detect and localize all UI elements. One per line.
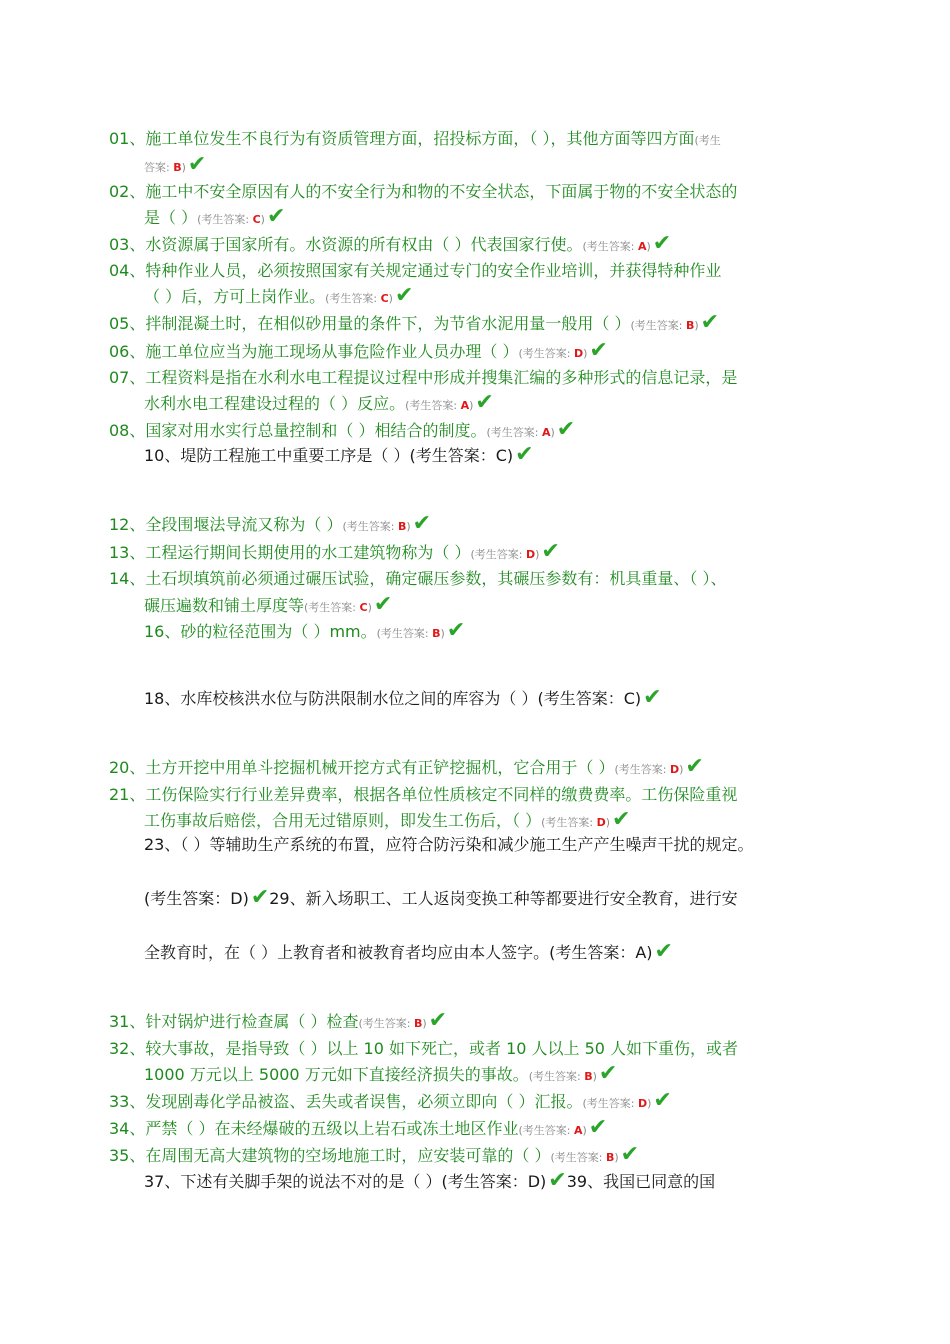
question-text: 34、严禁（ ）在未经爆破的五级以上岩石或冻土地区作业 — [109, 1119, 519, 1138]
question-line — [109, 233, 671, 258]
question-text: 是（ ） — [144, 208, 198, 227]
question-text: 13、工程运行期间长期使用的水工建筑物称为（ ） — [109, 543, 471, 562]
answer-hint-close: ) — [550, 426, 555, 439]
question-line — [109, 568, 726, 590]
answer-hint: 答案: — [144, 161, 174, 174]
checkmark-icon: ✔ — [394, 283, 414, 308]
question-line — [109, 367, 737, 389]
question-text: 05、拌制混凝土时，在相似砂用量的条件下，为节省水泥用量一般用（ ） — [109, 314, 631, 333]
question-line — [109, 1038, 738, 1060]
answer-hint-close: ) — [694, 319, 699, 332]
answer-hint: (考生答案: — [486, 426, 542, 439]
answer-hint: (考生答案: — [528, 1070, 585, 1083]
checkmark-icon: ✔ — [515, 442, 534, 467]
question-text: 16、砂的粒径范围为（ ）mm。 — [144, 622, 377, 641]
checkmark-icon: ✔ — [187, 152, 207, 177]
checkmark-icon: ✔ — [612, 807, 631, 832]
answer-hint-close: ) — [367, 601, 372, 614]
answer-letter: A — [541, 426, 551, 439]
question-text-continued: 39、我国已同意的国 — [566, 1172, 716, 1191]
answer-hint: (考生答案: — [405, 399, 461, 412]
question-line — [144, 809, 630, 834]
question-text: 23、（ ）等辅助生产系统的布置，应符合防污染和减少施工生产产生噪声干扰的规定。 — [144, 835, 754, 854]
answer-letter: D — [573, 347, 584, 360]
answer-hint: (考生答案: — [582, 1097, 638, 1110]
answer-letter: A — [637, 240, 647, 253]
answer-letter: C — [380, 292, 389, 305]
checkmark-icon: ✔ — [446, 618, 466, 643]
checkmark-icon: ✔ — [652, 231, 672, 256]
question-text: 37、下述有关脚手架的说法不对的是（ ）(考生答案：D) — [144, 1172, 547, 1191]
question-line — [109, 312, 719, 337]
answer-hint-close: ) — [181, 161, 186, 174]
checkmark-icon: ✔ — [653, 1088, 672, 1113]
answer-letter: B — [584, 1070, 593, 1083]
answer-hint: (考生 — [694, 134, 721, 147]
checkmark-icon: ✔ — [475, 390, 494, 415]
question-text-continued: 29、新入场职工、工人返岗变换工种等都要进行安全教育，进行安 — [269, 889, 738, 908]
question-text: 14、土石坝填筑前必须通过碾压试验，确定碾压参数，其碾压参数有：机具重量、（ ）、 — [109, 569, 727, 588]
question-line — [109, 181, 737, 203]
question-line — [144, 285, 413, 310]
answer-letter: B — [685, 319, 695, 332]
checkmark-icon: ✔ — [266, 204, 286, 229]
answer-hint: (考生答案: — [376, 627, 433, 640]
question-text: 20、土方开挖中用单斗挖掘机械开挖方式有正铲挖掘机，它合用于（ ） — [109, 758, 615, 777]
answer-hint-close: ) — [388, 292, 393, 305]
answer-hint: (考生答案: — [541, 816, 597, 829]
question-text: 31、针对锅炉进行检查属（ ）检查 — [109, 1012, 359, 1031]
question-line — [144, 1063, 617, 1088]
answer-letter: B — [605, 1151, 615, 1164]
answer-hint-close: ) — [406, 520, 411, 533]
question-text: 1000 万元以上 5000 万元如下直接经济损失的事故。 — [144, 1065, 529, 1084]
answer-hint-close: ) — [679, 763, 684, 776]
question-text: 工伤事故后赔偿，合用无过错原则，即发生工伤后，（ ） — [144, 811, 542, 830]
answer-letter: B — [173, 161, 182, 174]
question-line — [144, 687, 662, 710]
checkmark-icon: ✔ — [548, 1168, 567, 1193]
answer-letter: D — [596, 816, 606, 829]
checkmark-icon: ✔ — [685, 754, 704, 779]
checkmark-icon: ✔ — [700, 310, 720, 335]
answer-hint: (考生答案: — [582, 240, 638, 253]
question-line — [109, 1117, 607, 1142]
answer-hint: (考生答案: — [325, 292, 381, 305]
question-line — [109, 260, 721, 282]
question-line — [144, 834, 753, 856]
answer-hint: (考生答案: — [342, 520, 398, 533]
checkmark-icon: ✔ — [598, 1061, 618, 1086]
question-line — [109, 541, 560, 566]
question-text: 06、施工单位应当为施工现场从事危险作业人员办理（ ） — [109, 342, 519, 361]
question-line — [144, 1170, 715, 1193]
question-line — [144, 620, 465, 645]
question-text: 04、特种作业人员，必须按照国家有关规定通过专门的安全作业培训，并获得特种作业 — [109, 261, 722, 280]
question-text: 03、水资源属于国家所有。水资源的所有权由（ ）代表国家行使。 — [109, 235, 583, 254]
answer-hint: (考生答案: — [630, 319, 686, 332]
question-text: 33、发现剧毒化学品被盗、丢失或者误售，必须立即向（ ）汇报。 — [109, 1092, 583, 1111]
answer-hint-close: ) — [614, 1151, 619, 1164]
answer-hint: (考生答案: — [470, 548, 526, 561]
answer-hint-close: ) — [422, 1017, 427, 1030]
question-text: 10、堤防工程施工中重要工序是（ ）(考生答案：C) — [144, 446, 514, 465]
question-line — [144, 206, 285, 231]
question-line — [109, 513, 431, 538]
answer-letter: D — [637, 1097, 648, 1110]
checkmark-icon: ✔ — [556, 417, 576, 442]
answer-hint: (考生答案: — [304, 601, 360, 614]
question-text: （ ）后，方可上岗作业。 — [144, 287, 326, 306]
checkmark-icon: ✔ — [412, 511, 432, 536]
checkmark-icon: ✔ — [588, 1115, 608, 1140]
answer-letter: D — [669, 763, 680, 776]
question-line — [109, 1090, 672, 1115]
answer-hint-close: ) — [440, 627, 445, 640]
checkmark-icon: ✔ — [654, 939, 673, 964]
question-text: 21、工伤保险实行行业差异费率，根据各单位性质核定不同样的缴费费率。工伤保险重视 — [109, 785, 738, 804]
checkmark-icon: ✔ — [541, 539, 560, 564]
question-text: 水利水电工程建设过程的（ ）反应。 — [144, 394, 406, 413]
answer-hint-close: ) — [647, 1097, 652, 1110]
answer-letter: A — [573, 1124, 583, 1137]
answer-hint: (考生答案: — [614, 763, 670, 776]
checkmark-icon: ✔ — [620, 1142, 640, 1167]
answer-hint-close: ) — [582, 1124, 587, 1137]
checkmark-icon: ✔ — [589, 338, 608, 363]
answer-letter: B — [432, 627, 441, 640]
question-line — [109, 784, 737, 806]
question-line — [109, 756, 704, 781]
question-line — [109, 1144, 639, 1169]
answer-hint-close: ) — [605, 816, 611, 829]
question-text: (考生答案：D) — [144, 889, 249, 908]
question-text: 35、在周围无高大建筑物的空场地施工时，应安装可靠的（ ） — [109, 1146, 551, 1165]
answer-letter: C — [252, 213, 261, 226]
question-text: 全教育时，在（ ）上教育者和被教育者均应由本人签字。(考生答案：A) — [144, 943, 653, 962]
question-line — [109, 128, 721, 152]
answer-hint-close: ) — [646, 240, 651, 253]
question-text: 18、水库校核洪水位与防洪限制水位之间的库容为（ ）(考生答案：C) — [144, 689, 642, 708]
checkmark-icon: ✔ — [428, 1008, 448, 1033]
question-text: 07、工程资料是指在水利水电工程提议过程中形成并搜集汇编的多种形式的信息记录，是 — [109, 368, 738, 387]
question-line — [144, 887, 738, 910]
answer-hint-close: ) — [469, 399, 474, 412]
question-line — [144, 154, 206, 179]
answer-hint-close: ) — [592, 1070, 597, 1083]
question-line — [109, 419, 575, 444]
question-line — [109, 1010, 447, 1035]
question-line — [144, 392, 494, 417]
checkmark-icon: ✔ — [373, 592, 393, 617]
answer-hint-close: ) — [260, 213, 265, 226]
answer-letter: C — [359, 601, 368, 614]
answer-letter: A — [460, 399, 470, 412]
answer-letter: D — [525, 548, 536, 561]
question-line — [144, 594, 392, 619]
question-line — [144, 941, 673, 964]
question-line — [144, 444, 534, 467]
answer-hint-close: ) — [583, 347, 588, 360]
answer-letter: B — [413, 1017, 423, 1030]
answer-hint: (考生答案: — [518, 347, 574, 360]
question-text: 12、全段围堰法导流又称为（ ） — [109, 515, 343, 534]
answer-hint: (考生答案: — [550, 1151, 606, 1164]
question-text: 碾压遍数和铺土厚度等 — [144, 596, 305, 615]
answer-hint: (考生答案: — [518, 1124, 574, 1137]
checkmark-icon: ✔ — [250, 885, 270, 910]
question-text: 08、国家对用水实行总量控制和（ ）相结合的制度。 — [109, 421, 487, 440]
answer-letter: B — [397, 520, 407, 533]
answer-hint: (考生答案: — [358, 1017, 414, 1030]
question-text: 02、施工中不安全原因有人的不安全行为和物的不安全状态，下面属于物的不安全状态的 — [109, 182, 738, 201]
answer-hint: (考生答案: — [197, 213, 253, 226]
question-line — [109, 340, 608, 365]
answer-hint-close: ) — [535, 548, 540, 561]
question-text: 01、施工单位发生不良行为有资质管理方面，招投标方面，（ ），其他方面等四方面 — [109, 129, 695, 148]
question-text: 32、较大事故，是指导致（ ）以上 10 如下死亡，或者 10 人以上 50 人如下重伤，或者 — [109, 1039, 739, 1058]
checkmark-icon: ✔ — [643, 685, 662, 710]
